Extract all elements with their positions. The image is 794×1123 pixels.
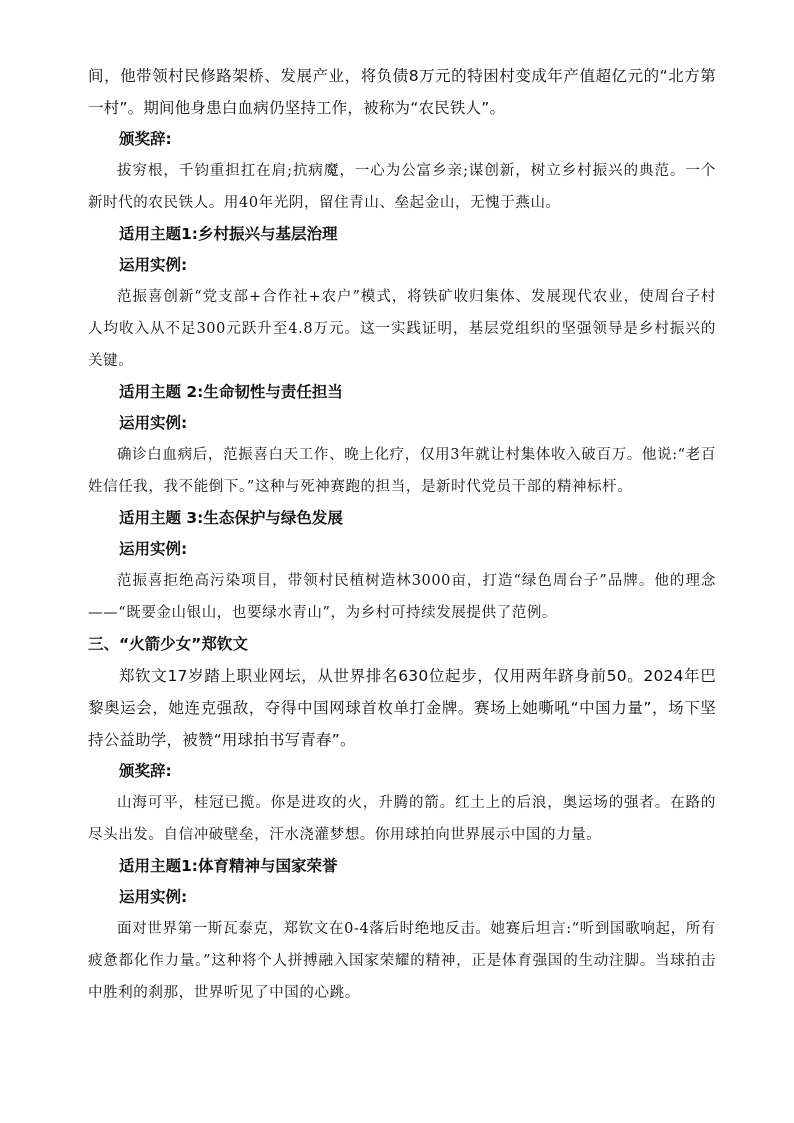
section-intro: 郑钦文17岁踏上职业网坛，从世界排名630位起步，仅用两年跻身前50。2024年巴黎奥运会，她连克强敌，夺得中国网球首枚单打金牌。赛场上她嘶吼“中国力量”，场下坚持公益助学，被赞“用球拍书写青春”。	[88, 667, 716, 749]
award-label: 颁奖辞:	[119, 762, 172, 780]
theme-title: 适用主题 2:生命韧性与责任担当	[119, 383, 343, 401]
theme-title: 适用主题 3:生态保护与绿色发展	[119, 509, 343, 527]
theme-title: 适用主题1:体育精神与国家荣誉	[119, 857, 338, 875]
example-text: 确诊白血病后，范振喜白天工作、晚上化疗，仅用3年就让村集体收入破百万。他说:“老百姓信任我，我不能倒下。”这种与死神赛跑的担当，是新时代党员干部的精神标杆。	[88, 447, 716, 495]
award-label: 颁奖辞:	[119, 130, 172, 148]
example-text: 范振喜创新“党支部+合作社+农户”模式，将铁矿收归集体、发展现代农业，使周台子村人均收入从不足300元跃升至4.8万元。这一实践证明，基层党组织的坚强领导是乡村振兴的关键。	[88, 289, 716, 369]
example-label: 运用实例:	[119, 414, 188, 432]
example-label: 运用实例:	[119, 540, 188, 558]
theme-title: 适用主题1:乡村振兴与基层治理	[119, 225, 338, 243]
award-text: 山海可平，桂冠已揽。你是进攻的火，升腾的箭。红土上的后浪，奥运场的强者。在路的尽头出发。自信冲破壁垒，汗水浇灌梦想。你用球拍向世界展示中国的力量。	[88, 795, 716, 843]
intro-continuation: 间，他带领村民修路架桥、发展产业，将负债8万元的特困村变成年产值超亿元的“北方第一村”。期间他身患白血病仍坚持工作，被称为“农民铁人”。	[88, 67, 716, 117]
example-label: 运用实例:	[119, 256, 188, 274]
example-label: 运用实例:	[119, 888, 188, 906]
document-content	[88, 60, 716, 1009]
example-text: 面对世界第一斯瓦泰克，郑钦文在0-4落后时绝地反击。她赛后坦言:“听到国歌响起，所有疲惫都化作力量。”这种将个人拼搏融入国家荣耀的精神，正是体育强国的生动注脚。当球拍击中胜利的刹那，世界听见了中国的心跳。	[88, 921, 716, 1001]
example-text: 范振喜拒绝高污染项目，带领村民植树造林3000亩，打造“绿色周台子”品牌。他的理念——“既要金山银山，也要绿水青山”，为乡村可持续发展提供了范例。	[88, 573, 716, 621]
section-heading: 三、“火箭少女”郑钦文	[88, 635, 248, 653]
award-text: 拔穷根，千钧重担扛在肩;抗病魔，一心为公富乡亲;谋创新，树立乡村振兴的典范。一个新时代的农民铁人。用40年光阴，留住青山、垒起金山，无愧于燕山。	[88, 163, 716, 211]
